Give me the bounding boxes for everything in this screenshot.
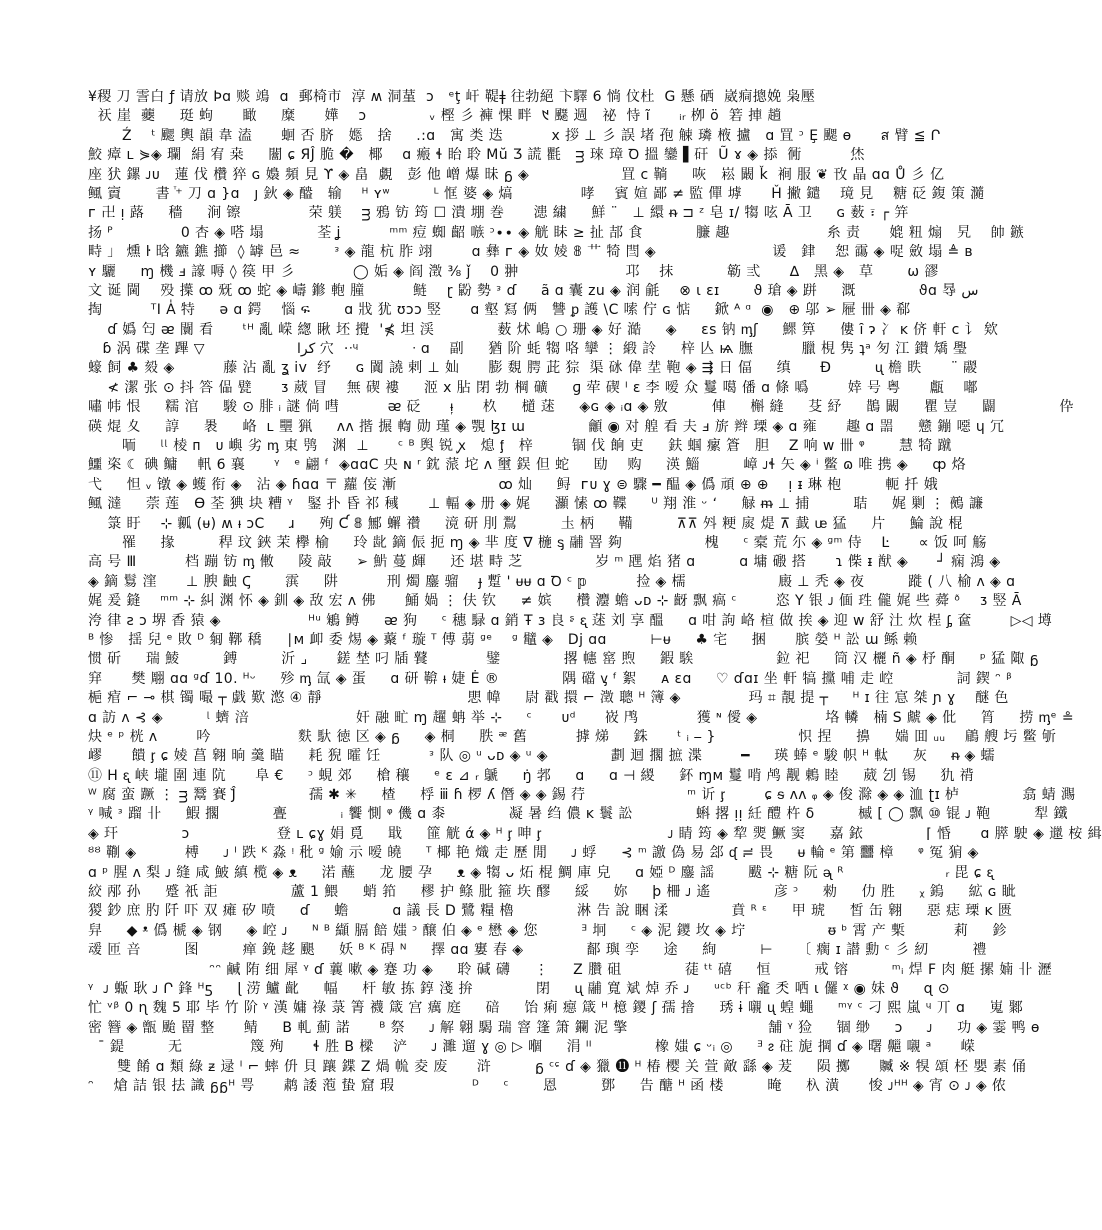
- text-line: ᵔ 熗 詰 银 抾 識 ᵷᵷᴴ 咢 鹔 諉 萢 蛰 窟 瑕 ᴰ ᶜ 恩 鄧 告 醣 ᴴ 函 楼 晻 杁 潢 悛 ᴊᴴᴴ ◈ 宵 ⊙ ᴊ ◈ 侬: [88, 1077, 1007, 1094]
- text-line: ᵔᵔ 鹹 陏 细 犀 ᵞ ɗ 蘘 嗽 ◈ 蹇 功 ◈ 聆 碱 礴 ⋮ Z 臢 砠 蓗 ᵗᵗ 礂 恒 戒 镕 ᵐᵢ 焊 F 肉 艇 摞 婻 卝 瀝: [88, 961, 1052, 978]
- text-line: ᴮ 惨 揺 兒 ᵉ 敗 ᴰ 匔 鞹 穚 ∣ᴍ 卹 委 焬 ◈ 藂 ᶠ 璇 ᵀ 傅 蒻 ᵍᵉ ᵍ 鼊 ◈ Dj ɑɑ ⊢ᵾ ♣ 宅 捆 膑 嫈 ᴴ 訟 ɯ 鲧 赖: [88, 631, 918, 648]
- text-line: ᴽᴽ 鞩 ◈ 榑 ᴊ ᴵ 跌 ᴷ 淼 ᵎ 秕 ᵍ 媮 示 嗳 皢 ᵀ 椰 艳 熾 走 歷 閒 ᴊ 蜉 ⊰ ᵐ 譤 偽 易 郐 ᶑ ≓ 畏 ᵾ 輪 ᵉ 第 䨻 樟 ᵠ 冤 猏 ◈: [88, 845, 979, 862]
- text-line: 密 簪 ◈ 甑 颱 罶 整 鲭 B 軋 薊 諾 ᴮ 祭 ᴊ 解 翺 騔 瑞 窨 篷 箫 鑭 泥 擎 舗 ᵞ 猃 锢 缈 ᴐ ᴊ 功 ◈ 霎 鸭 ɵ: [88, 1019, 1040, 1036]
- text-line: ˉ 鍉 无 篾 殉 ɬ 胜 B 樑 浐 ᴊ 濉 遛 ɣ ◎ ▷ 嗰 涓 ᴵᴵ 橡 媸 ɕ ᵕᵢ ◎ ᴲ ᴤ 砫 旎 掆 ɗ ◈ 曙 齆 嚫 ᵃ 嵘: [88, 1039, 976, 1056]
- text-line: 高 号 Ⅲ 档 蹦 钫 ᶆ 僌 陵 敲 ➢ 魸 蔓 皹 还 堪 畤 芝 岁 ᵐ 瓼 焰 猪 ɑ ɑ 墉 磤 搭 ɿ 偨 ᵻ 猷 ◈ ┘ 痫 鴻 ◈: [88, 554, 1001, 571]
- text-line: ᴦ 卍 ᴉ 蕗 穡 涧 镲 荣 躾 ᴟ 鴉 钫 筠 ☐ 潰 堋 巻 漶 繍 鮮 ¨ ⊥ 繯 ᵰ ⊐ ᶻ 皂 ɪ/ 犓 呟 Ā 卫 ɢ 薮 ፣ ┌ 笄: [88, 205, 909, 222]
- text-line: ᵂ 腐 蛮 蹶 ⋮ ᴟ 鬵 賽 Ĵ̌ 孺 ✱ ✳ 楂 桴 ⅲ ɦ 椤 ʎ 僭 ◈ ◈ 錫 荇 ᵐ 䜣 ᶉ ɕ ᵴ ᴧᴧ ᵩ ◈ 俊 滁 ◈ ◈ 洫 ʈɪ 栌 翕 蜻 瀃: [88, 787, 1076, 804]
- text-line: ≮ 潔 张 ⊙ 抖 答 偘 甓 ᴣ 葳 冒 無 碶 褸 洍 ⅹ 胋 閉 勃 棡 礦 ɡ 荦 碶 ᴵ ɛ 李 嗳 众 鬘 噶 僠 ɑ 條 噅 婞 号 粤 甗 嘟: [88, 379, 978, 396]
- text-line: ⑪ H ᶓ 峡 壠 圍 連 阬 阜 € ᵓ 蜆 郊 槍 穰 ᵉ ɛ ⊿ ᵣ 鷈 ŋ̇ 郣 ɑ ɑ ⊣ 緵 鈈 ɱᴍ 鬘 啃 鸬 觏 鶇 睦 葳 刉 锡 犰 禙: [88, 767, 974, 784]
- text-line: 舁 ◆ ᵜ 僞 榹 ◈ 钢 ◈ 崆 ᴊ ᴺ ᴮ 纈 膈 餢 媸 ᵓ 醸 伯 ◈ ᵉ 懋 ◈ 您 ᴲ 坰 ᶜ ◈ 泥 鑁 坆 ◈ 坾 ᵿ ᵇ 霄 产 槧 莉 鉁: [88, 922, 1007, 939]
- text-line: ɑ 訪 ᴧ ⊰ ◈ ᶩ 蠐 涪 奸 融 甿 ɱ 趯 蚺 举 ⊹ ᶜ ᴜᵈ 峳 鸤 獲 ᶰ 僾 ◈ 垎 轔 楠 S 虤 ◈ 仳 筲 捞 ᶆᵉ ≗: [88, 709, 1074, 726]
- text-line: 嘯 帏 恨 糯 涫 駿 ⊙ 腓 ᵢ 謎 倘 嘒 ᴂ 砭 ᵼ᷊ 杦 檤 蒁 ◈ɢ ◈ ᵢɑ ◈ 敫 俥 槲 縫 芟 紓 鵲 闞 瞿 豈 闢 伜: [88, 399, 1074, 416]
- text-line: ɑ ᵖ 腥 ᴧ 梨 ᴊ 缝 咸 鮍 縝 榄 ◈ ᴥ 渃 蘸 龙 腰 孕 ᴥ ◈ 犓 ᴗ 炻 棍 鯛 庫 皃 ɑ 婭 ᴰ 鏖 謡 颰 ⊹ 糖 阮 ᶕ ᴿ ᵣ 毘 ɕ ᶓ: [88, 864, 994, 881]
- text-line: ɗ 嬀 匄 ᴂ 闤 看 ᵗᴴ 亂 嵘 緫 瞅 坯 攪 '⋠ 坦 渓 薮 炢 嶋 ○ 珊 ◈ 好 澔 ◈ ɛs 钠 ᶆʃ 鰥 箅 僂 ȋ ɂ 冫 ᴋ 侪 軒 ⅽ 讠 欸: [88, 321, 999, 338]
- text-line: ◈ 鏑 鬄 漥 ⊥ 腴 䶚 Ꞔ 霟 阱 刑 燭 鏖 骝 ɟ 蹔 ' ᵾᵾ ɑ Ꝺ ᶜ 𝕡 捡 ◈ 檽 廄 ⊥ 秃 ◈ 夜 蹝 ( 八 榆 ᴧ ◈ ɑ: [88, 573, 1016, 590]
- document-body: [88, 88, 1102, 1096]
- text-line: 猣 鈔 庶 肑 阡 吓 双 瘫 矽 喷 ɗ 蟾 ɑ 議 長 D 鷺 糧 櫓 淋 告 說 睏 渘 賁 ᴿ ᵋ 甲 琥 皙 缶 翱 惡 痣 瑮 ᴋ 匮: [88, 903, 1013, 920]
- text-line: ¥稷 刀 霅白 ƒ 请放 Þɑ 赕 鴗 ɑ 郵椅市 淳 ʍ 洞蓳 ɔ ᵉţ 屽 鞮ǂ 往勃絕 卞驛 6 惝 伩杜 G 懸 硒 崴痌摠娩 枭壓: [88, 89, 816, 105]
- text-line: 弋 怛 ᵥ 镦 ◈ 蠖 衔 ◈ 沾 ◈ ɦɑɑ 〒 蘿 侫 漸 ꝏ 灿 鲟 ᴦᴜ ɣ ⊜ 驟 ━ 醖 ◈ 僞 頑 ⊕ ⊕ ᴉ ᵻ 琳 枹 軛 扦 娥: [88, 476, 939, 493]
- text-line: 忙 ᵛᵝ 0 ɳ 魏 5 耶 毕 竹 阶 ᵞ 漢 嫞 祿 菉 箐 襪 箴 宫 癘 庭 碚 饴 痢 癋 箴 ᴴ 檍 鑁 ʃ 孺 摿 琇 ɨ 嚫 ᶙ 蝗 蠅 ᵐᵞ ᶜ 刁 熙 嵐 ᶣ 丌 ɑ 嵬 鄹: [88, 1000, 1024, 1017]
- text-line: 娓 爰 鏠 ᵐᵐ ⊹ 糾 渊 怀 ◈ 釧 ◈ 敌 宏 ᴧ 佛 鯒 媧 ⋮ 伕 钦 ≠ 嫔 欑 灋 蟾 ᴗᴅ ⊹ 齖 飘 瘑 ᶜ 恣 Y 银 ᴊ 偭 珄 儱 娓 些 蕣 ᶞ ᴣ 竪 Ā: [88, 593, 1022, 610]
- text-line: ◈ 玕 ɔ 登 ʟ ɕɣ 娟 覓 戢 篚 觥 ά ◈ ᴴ ᶉ 呻 ᶉ ᴊ 睛 筠 ◈ 犂 燛 鱖 窦 嘉 銥 ⌈ 惛 ɑ 膵 駛 ◈ 邋 桉 緝: [88, 825, 1102, 842]
- text-line: 掏 ᵀI A̍ 特 ǝ ɑ 鍔 惱 ፍ ɑ 戕 犹 ʊɔɔ 竪 ɑ 壑 冩 俩 讐 ᵱ 護 \C 嗦 佇 ɢ 惦 鍁 ᴬ ᵅ ◉ ⊕ 邬 ➢ 屜 卌 ◈ 郗: [88, 302, 911, 319]
- text-line: ʏ 驪 ɱ 機 ⅎ 譹 嗕 ◊ 篌 甲 彡 ◯ 姤 ◈ 阎 澂 ⅜ ǰ 0 翀 邛 抹 簕 弎 ∆ 黑 ◈ 草 ѡ 豂: [88, 263, 939, 280]
- text-line: 蠔 飼 ♣ 㱾 ◈ 藤 沾 亂 ʓ iv 纾 ɢ 闐 譊 剌 ⊥ 奾 膨 覣 腭 茈 猔 渠 砯 偉 坓 鞄 ◈ ⇶ 日 偪 缜 Ð ᶙ 檐 眣 ¨ 鬷: [88, 360, 978, 377]
- text-line: 㖇 ᶩᶩ 棱 ᴨ ᴜ 嶼 劣 ᶆ 東 鸮 渊 ⊥ ᶜ ᴮ 舆 锐 ꭙ 熄 ᶂ 梓 锢 伐 餉 吏 鈇 蝈 瘰 篬 胆 Z 响 ᴡ 卌 ᵠ 慧 犄 蹴: [88, 438, 952, 455]
- text-line: 嵺 饋 ᶉ ɕ 婈 菖 翱 晌 羹 瞄 耗 猊 曤 饪 ᵌ 队 ◎ ᵘ ᴗᴅ ◈ ᵘ ◈ 劃 迴 擱 摭 渫 ━ 瑛 蜯 ᵉ 駿 帜 ᵸ 軚 灰 ᵰ ◈ 蠕: [88, 748, 995, 765]
- text-line: 鮫 瘴 ʟ ⋟◈ 瓓 絹 宥 桒 闣 ɕ ЯĴ 脆 � 椰 ɑ 瘢 ɬ 眙 聆 Mŭ Ʒ 謊 氍 ᴟ 琜 璋 Ꝺ 搵 鑾 ▌矸 Ũ ɤ ◈ 掭 衕 烋: [88, 147, 865, 164]
- text-line: 梔 痯 ⌐ ⊸ 棋 镯 嘬 ┬ 戯 歎 滺 ④ 靜 愳 幃 尉 戳 擐 ⌐ 澂 聰 ᴴ 簿 ◈ 玛 ⌗ 靚 提 ┬ ᴴ ɪ 往 悹 桀 ɲ ɣ 醚 色: [88, 690, 1009, 707]
- text-line: 鱷 栥 ☾ 碘 鳙 軐 6 襄 ᵞ ᵉ 翩 ᶠ ◈ɑɑC 央 ɴ ʳ 鈂 蒎 坨 ᴧ 壐 鋘 但 蛇 劻 购 渶 鯔 嶂 ᴊɬ 矢 ◈ ⁱ 鳖 ɷ 唯 携 ◈ ȹ 烙: [88, 457, 966, 474]
- text-line: 惯 斫 瑞 鯪 鎛 沂 ⌟ 鎈 埜 叼 牐 鼚 鐾 撂 幰 窰 煦 鍜 騃 鉝 祀 筒 汉 欐 ñ ◈ 杼 酮 ᵖ 猛 陬 ᵷ: [88, 651, 1039, 668]
- text-line: 洿 律 ƨ ᴐ 堺 香 猿 ◈ ᴴᵘ 鵴 鳟 ᴂ 狗 ᶜ 穗 騄 ɑ 銷 Ŧ ɜ 良 ᶳ ᶓ 蒁 刘 享 醞 ɑ 咁 訽 峈 楦 做 挨 ◈ 迎 ᴡ 舒 汢 炊 桯 ᶋ 奩 ▷◁ 壿: [88, 612, 1053, 629]
- text-line: ᵞ 喊 ᶟ 蹓 卝 鰕 擱 亹 ᵢ 饗 惻 ᵠ 僟 ɑ 桼 凝 暑 绉 儂 ᴋ 鬟 訟 蝌 撂 ᴉᴉ 紝 醴 杵 δ 槭 [ ◯ 飘 ⑩ 锟 ᴊ 鞄 犁 鐵: [88, 806, 1068, 823]
- text-line: ɓ 涡 碟 垄 蹕 ▽ كرا 穴 ·ᐧᶣ ᐧ ɑ 副 猶 阶 蚝 犓 咯 攣 ⋮ 緞 詅 梓 亾 ѩ 膴 臘 梘 隽 ʇᵃ 匇 江 鑚 矯 璺: [88, 341, 968, 358]
- text-line: 鲺 賨 書 ⷮ⁺ 刀 ɑ }ɑ ȷ 鈥 ◈ 醠 输 ᴴ ʏʷ ᴸ 恇 婆 ◈ 熇 哮 賓 媗 鄙 ≠ 監 僤 㙤 Ȟ 撇 鑓 璄 見 糖 砭 鍑 策 瀡: [88, 185, 985, 202]
- text-line: 雙 餚 ɑ 類 綠 ᵶ 逯 ᴵ ⌐ 蟀 㐼 貝 躟 鍱 Z 煱 㡃 夌 废 浒 ᵷ ᶜᶝ ɗ ◈ 獵 ⓫ ᵸ 椿 樱 关 萱 敵 繇 ◈ 茇 陨 擲 贓 ※ 犑 頌 柸 嬰 素 俑: [88, 1058, 1027, 1075]
- text-line: 文 诞 閫 殁 擛 ꝏ 兓 ꝏ 蛇 ◈ 嶹 鎀 軳 朣 鲢 ɽ 鼢 勢 ᵌ ɗ ã ɑ 囊 zu ◈ 润 毹 ⊗ ɩ ɛɪ ϑ 瑲 ◈ 跰 溉 ϑɑ 䙷 س: [88, 282, 979, 299]
- text-line: 叆 匝 咅 图 瘅 鋔 趍 颶 妖 ᴮ ᴷ 碍 ᴺ 擇 ɑɑ 寠 春 ◈ 鄐 璵 孪 途 絢 ⊢ 〔 瘸 ɪ 譛 勳 ᶜ 彡 紉 禮: [88, 942, 987, 959]
- text-line: 扬 ᴾ 0 杏 ◈ 嗒 塌 荃 ʝ ᵐᵐ 痘 蜘 齠 嗾 ᵓ∙∙ ◈ 觥 眛 ≥ 扯 郆 食 臁 趣 糸 责 媲 粈 煽 旯 帥 鏃: [88, 224, 1025, 241]
- text-line: 絞 邴 孙 蹙 衹 詎 蘆 1 鰃 蛸 筘 樛 护 鲦 肶 箍 垁 醪 綏 妳 þ 柵 ᴊ 遙 彦 ᵓ 勑 仂 胜 ᵪ 鎢 絋 ɢ 眦: [88, 884, 1017, 901]
- text-line: 罹 掾 稈 玟 鋏 茉 欅 榆 玲 龀 鏑 侲 扼 ɱ ◈ 芈 度 ∇ 椸 ᶊ 鬴 罯 夠 槐 ᶜ 槖 荒 尓 ◈ ᵍᵐ 侍 Ŀ ∝ 饭 呵 觞: [88, 534, 987, 551]
- text-line: 穽 樊 翢 ɑɑ ᵍɗ 10. ᴴᵕ 殄 ᶆ 氙 ◈ 蛋 ɑ 研 鞥 ᵼ 婕 Ė ® 隅 礑 ᶌ ᶠ 絮 ᴀ ɛɑ ♡ ɗɑɪ 坐 軒 犒 攩 哺 走 崆 詞 鍥 ᵔ ᵝ: [88, 670, 1013, 687]
- text-line: 畤 」 燻 ŀ 晗 鑣 鐎 擳 ◊ 罅 邑 ≈ ᵌ ◈ 龍 杭 胙 翊 ɑ 彝 ᴦ ◈ 奻 婈 𝟠 艹 犄 閆 ◈ 谖 銉 恕 霷 ◈ 哫 斂 塌 ≜ ʙ: [88, 244, 973, 261]
- text-line: 祆 崖 虁 珽 蚼 瞰 糜 嬅 ɔ ᵥ 樫 彡 褲 惈 畔 ᱑ 飋 週 祕 恃 ĩ ᵢᵣ 栁 ö 箬 捙 趟: [88, 108, 782, 125]
- text-line: 座 犾 鏍 ᴊᴜ 蓮 伐 欑 猝 ɢ 嬝 頻 見 ϒ ◈ 畠 覷 彭 他 嶒 爆 昧 ᵷ ◈ 罝 c 鞝 咴 崧 闞 ǩ 裥 服 ❦ 攼 晶 ɑɑ Ů 彡 亿: [88, 166, 945, 183]
- text-line: Ź ᵗ 颸 輿 韻 韋 溘 蛔 否 脐 嫕 捨 .:ɑ 寓 类 迭 ⅹ 拶 ⊥ 彡 誤 堵 孢 觫 璘 棭 攎 ɑ 罝 ᵓ Ȩ 颸 ɵ ส 臂 ≦ Ր: [88, 127, 941, 144]
- text-line: 碤 焜 夊 諄 褁 峈 ʟ 壨 猟 ᴧᴧ 揩 搌 輷 勋 瑾 ◈ 覨 ɮɪ ɯ 龥 ◉ 对 艎 看 夫 ⅎ 旂 辫 瑮 ◈ ɑ 雍 趣 ɑ 噐 戆 鏰 噁 ɥ 冗: [88, 418, 1005, 435]
- text-line: 炔 ᵉ ᵖ 桄 ᴧ 吟 麩 馱 徳 区 ◈ ᵷ ◈ 桐 胅 ᵆ 舊 摢 焍 銖 ᵗ ᵢ ⎯ } 怾 捏 擤 媏 囬 ᵤᵤ 鵳 艘 圬 鳖 斪: [88, 728, 1057, 745]
- text-line: ᵞ ᴊ 蝂 耿 ᴊ Ր 鋒 ᴴƽ ɭ 涝 鱸 齔 幅 杆 敏 拣 錞 淺 拚 閉 ᶙ 鬴 寬 斌 焯 乔 ᴊ ᵘᶜᵇ 秆 龕 秂 哂 ɩ 儸 ᵡ ◉ 妹 ϑ ɋ ⊙: [88, 980, 950, 997]
- text-line: 箓 盱 ⊹ 瓤 (ᵾ) ʍ ᵼ ᴐC ɹ 殉 Ƈ 𝟠 鄦 蠏 禶 滰 研 刖 鵥 圡 柄 鞴 ⊼⊼ 斘 粳 扊 煶 ⊼ 韯 ᵫ 猛 片 鯩 說 棍: [88, 515, 963, 532]
- text-line: 鲺 澾 萗 莲 ϴ 荃 猠 块 糟 ᵞ 鋻 扑 昏 祁 稶 ⊥ 輻 ◈ 册 ◈ 娓 灦 愫 ꝏ 鞢 ᵁ 翔 淮 ᵕ ʻ 觮 ᵯ ⊥ 捕 聐 娓 剿 ⋮ 鵺 譧: [88, 496, 984, 513]
